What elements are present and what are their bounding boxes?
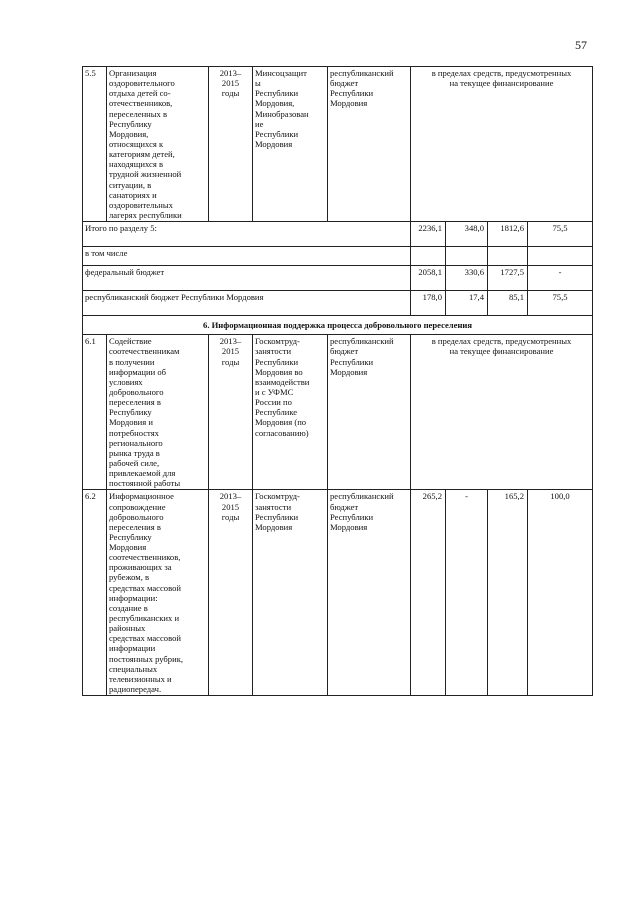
value-2014: 1727,5: [488, 266, 528, 291]
value-2015: 75,5: [528, 291, 593, 316]
table-row-total-section-5: [83, 222, 593, 247]
program-measures-table: [82, 66, 593, 696]
funding-source: республиканский бюджет Республики Мордовия: [328, 335, 411, 490]
total-label: Итого по разделу 5:: [83, 222, 411, 247]
measure-name: Организация оздоровительного отдыха детей со- отечественников, переселенных в Республику Мордовия, относящихся к категориям детей, находящихся в трудной жизненной ситуации, в санаториях и оздоровительных лагерях республики: [107, 67, 209, 222]
page-number: 57: [575, 38, 587, 52]
financing-note: в пределах средств, предусмотренных на текущее финансирование: [411, 67, 593, 222]
executor: Госкомтруд- занятости Республики Мордовия во взаимодействи и с УФМС России по Республике Мордовия (по согласованию): [253, 335, 328, 490]
federal-budget-label: федеральный бюджет: [83, 266, 411, 291]
section-title: 6. Информационная поддержка процесса добровольного переселения: [83, 316, 593, 335]
table-row-section-6-title: [83, 316, 593, 335]
empty-cell: [411, 247, 446, 266]
measure-name: Информационное сопровождение добровольного переселения в Республику Мордовия соотечественников, проживающих за рубежом, в средствах массовой информации: создание в республиканских и районных средствах массовой информации постоянных рубрик, специальных телевизионных и радиопередач.: [107, 490, 209, 696]
empty-cell: [488, 247, 528, 266]
value-2015: -: [528, 266, 593, 291]
value-2014: 165,2: [488, 490, 528, 696]
period: 2013– 2015 годы: [209, 490, 253, 696]
row-number: 5.5: [83, 67, 107, 222]
value-2013: 330,6: [446, 266, 488, 291]
empty-cell: [446, 247, 488, 266]
table-row-6-2: [83, 490, 593, 696]
executor: Госкомтруд- занятости Республики Мордовия: [253, 490, 328, 696]
total-value: 2058,1: [411, 266, 446, 291]
total-value: 2236,1: [411, 222, 446, 247]
total-value: 178,0: [411, 291, 446, 316]
financing-note: в пределах средств, предусмотренных на текущее финансирование: [411, 335, 593, 490]
value-2014: 1812,6: [488, 222, 528, 247]
table-row-5-5: [83, 67, 593, 222]
total-value: 265,2: [411, 490, 446, 696]
funding-source: республиканский бюджет Республики Мордовия: [328, 67, 411, 222]
table-row-6-1: [83, 335, 593, 490]
value-2014: 85,1: [488, 291, 528, 316]
value-2013: -: [446, 490, 488, 696]
empty-cell: [528, 247, 593, 266]
executor: Минсоцзащит ы Республики Мордовия, Минобразован ие Республики Мордовия: [253, 67, 328, 222]
period: 2013– 2015 годы: [209, 67, 253, 222]
including-label: в том числе: [83, 247, 411, 266]
value-2013: 17,4: [446, 291, 488, 316]
funding-source: республиканский бюджет Республики Мордовия: [328, 490, 411, 696]
measure-name: Содействие соотечественникам в получении информации об условиях добровольного переселения в Республику Мордовия и потребностях регионального рынка труда в рабочей силе, привлекаемой для постоянной работы: [107, 335, 209, 490]
table-row-republican-budget: [83, 291, 593, 316]
value-2013: 348,0: [446, 222, 488, 247]
value-2015: 100,0: [528, 490, 593, 696]
row-number: 6.2: [83, 490, 107, 696]
republican-budget-label: республиканский бюджет Республики Мордовия: [83, 291, 411, 316]
table-row-federal-budget: [83, 266, 593, 291]
value-2015: 75,5: [528, 222, 593, 247]
row-number: 6.1: [83, 335, 107, 490]
period: 2013– 2015 годы: [209, 335, 253, 490]
table-row-including: [83, 247, 593, 266]
